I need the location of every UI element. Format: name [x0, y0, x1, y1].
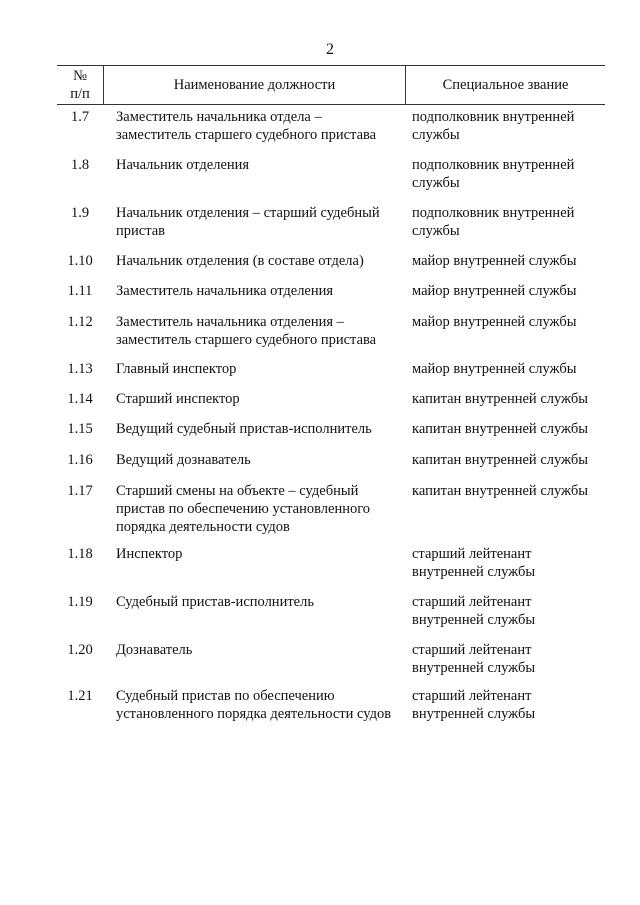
rank-line: внутренней службы	[412, 612, 536, 628]
row-number: 1.10	[67, 253, 93, 269]
name-line: установленного порядка деятельности судов	[116, 706, 392, 722]
rank-line: капитан внутренней службы	[412, 421, 588, 437]
row-name	[116, 390, 406, 408]
row-number: 1.14	[67, 391, 93, 407]
header-num-line2: п/п	[70, 86, 90, 102]
name-line: Заместитель начальника отделения	[116, 283, 334, 299]
row-name	[116, 451, 406, 469]
name-line: Дознаватель	[116, 642, 193, 658]
row-number: 1.21	[67, 688, 93, 704]
row-name	[116, 687, 406, 723]
row-rank	[412, 252, 612, 270]
row-name	[116, 593, 406, 611]
header-name: Наименование должности	[173, 77, 336, 93]
rank-line: старший лейтенант	[412, 688, 532, 704]
row-number: 1.18	[67, 546, 93, 562]
name-line: пристав	[116, 223, 166, 239]
row-number: 1.19	[67, 594, 93, 610]
name-line: заместитель старшего судебного пристава	[116, 127, 377, 143]
name-line: Начальник отделения – старший судебный	[116, 205, 380, 221]
row-rank	[412, 204, 612, 240]
row-rank	[412, 108, 612, 144]
rank-line: майор внутренней службы	[412, 314, 577, 330]
rank-line: старший лейтенант	[412, 642, 532, 658]
row-number: 1.9	[70, 205, 90, 221]
row-rank	[412, 360, 612, 378]
row-name	[116, 156, 406, 174]
row-rank	[412, 687, 612, 723]
row-name	[116, 641, 406, 659]
rank-line: подполковник внутренней	[412, 205, 575, 221]
rank-line: капитан внутренней службы	[412, 452, 588, 468]
row-rank	[412, 593, 612, 629]
rank-line: майор внутренней службы	[412, 253, 577, 269]
row-name	[116, 420, 406, 438]
name-line: Начальник отделения (в составе отдела)	[116, 253, 364, 269]
row-rank	[412, 482, 612, 500]
name-line: заместитель старшего судебного пристава	[116, 332, 377, 348]
row-rank	[412, 156, 612, 192]
row-name	[116, 360, 406, 378]
rank-line: капитан внутренней службы	[412, 483, 588, 499]
rank-line: внутренней службы	[412, 706, 536, 722]
row-rank	[412, 451, 612, 469]
name-line: Судебный пристав по обеспечению	[116, 688, 335, 704]
row-name	[116, 545, 406, 563]
row-rank	[412, 545, 612, 581]
name-line: пристав по обеспечению установленного	[116, 501, 371, 517]
name-line: Заместитель начальника отделения –	[116, 314, 344, 330]
rank-line: майор внутренней службы	[412, 361, 577, 377]
row-name	[116, 313, 406, 349]
row-rank	[412, 420, 612, 438]
row-number: 1.11	[67, 283, 93, 299]
table-top-border	[57, 65, 605, 66]
rank-line: подполковник внутренней	[412, 157, 575, 173]
row-name	[116, 204, 406, 240]
row-number: 1.20	[67, 642, 93, 658]
name-line: порядка деятельности судов	[116, 519, 290, 535]
row-number: 1.8	[70, 157, 90, 173]
row-name	[116, 108, 406, 144]
name-line: Ведущий дознаватель	[116, 452, 251, 468]
rank-line: службы	[412, 175, 460, 191]
name-line: Старший инспектор	[116, 391, 240, 407]
rank-line: внутренней службы	[412, 660, 536, 676]
rank-line: подполковник внутренней	[412, 109, 575, 125]
page-number: 2	[326, 41, 334, 58]
row-number: 1.12	[67, 314, 93, 330]
row-rank	[412, 641, 612, 677]
name-line: Главный инспектор	[116, 361, 237, 377]
rank-line: внутренней службы	[412, 564, 536, 580]
name-line: Начальник отделения	[116, 157, 250, 173]
header-num	[57, 67, 103, 103]
rank-line: службы	[412, 223, 460, 239]
name-line: Инспектор	[116, 546, 183, 562]
name-line: Ведущий судебный пристав-исполнитель	[116, 421, 372, 437]
row-rank	[412, 282, 612, 300]
rank-line: старший лейтенант	[412, 594, 532, 610]
rank-line: майор внутренней службы	[412, 283, 577, 299]
row-name	[116, 482, 406, 536]
rank-line: службы	[412, 127, 460, 143]
header-num-line1: №	[73, 68, 87, 84]
row-name	[116, 252, 406, 270]
row-number: 1.15	[67, 421, 93, 437]
row-number: 1.16	[67, 452, 93, 468]
row-name	[116, 282, 406, 300]
name-line: Старший смены на объекте – судебный	[116, 483, 359, 499]
name-line: Заместитель начальника отдела –	[116, 109, 322, 125]
row-number: 1.13	[67, 361, 93, 377]
row-number: 1.7	[70, 109, 90, 125]
row-rank	[412, 313, 612, 331]
row-number: 1.17	[67, 483, 93, 499]
rank-line: капитан внутренней службы	[412, 391, 588, 407]
name-line: Судебный пристав-исполнитель	[116, 594, 314, 610]
row-rank	[412, 390, 612, 408]
rank-line: старший лейтенант	[412, 546, 532, 562]
header-rank: Специальное звание	[442, 77, 569, 93]
header-bottom-border	[57, 104, 605, 105]
